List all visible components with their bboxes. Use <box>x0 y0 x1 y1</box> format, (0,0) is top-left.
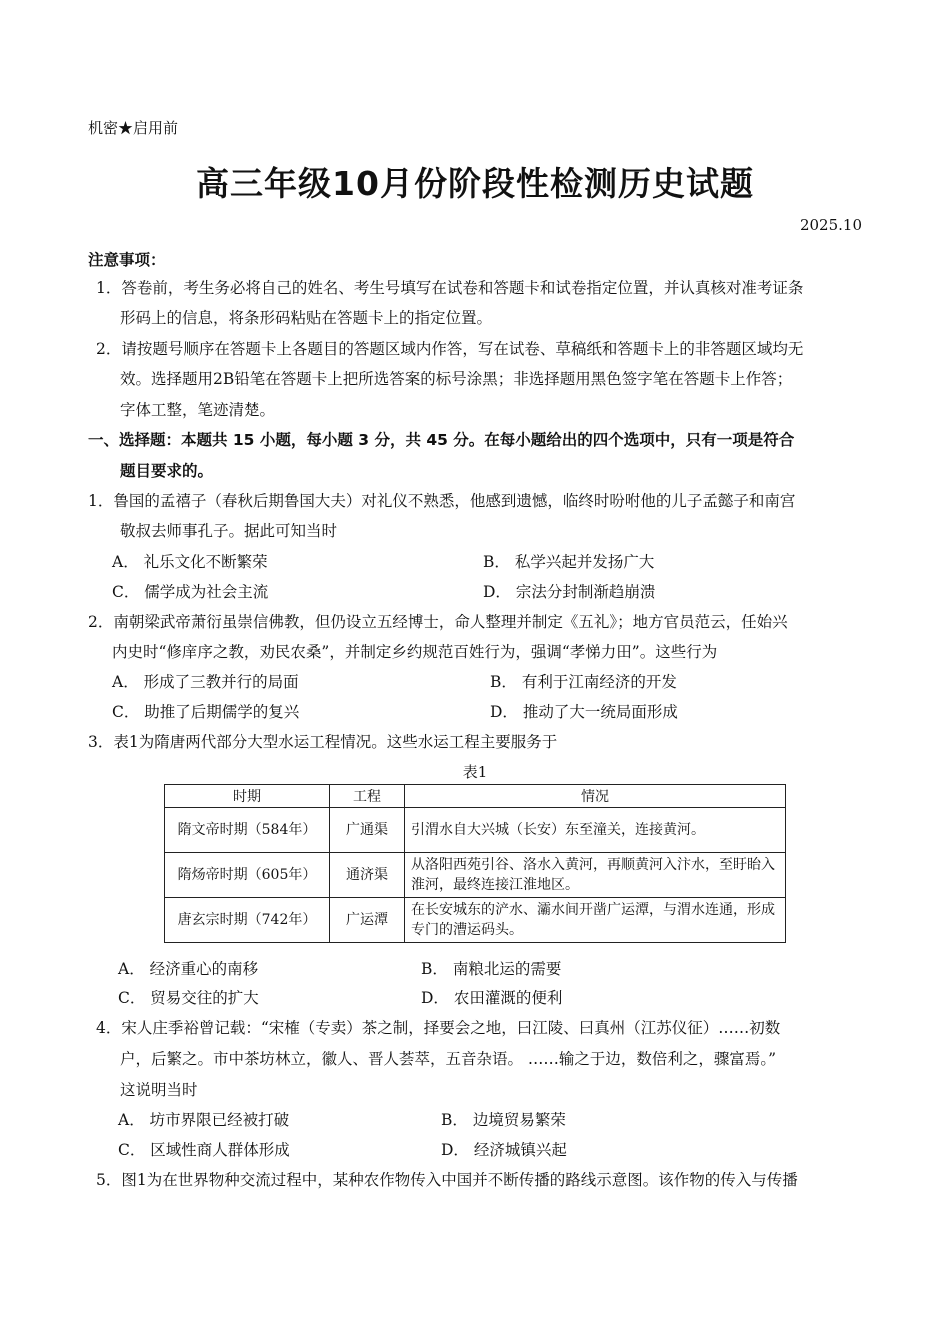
table-row <box>165 853 786 898</box>
q4-stem-line-2: 户，后繁之。市中茶坊林立，徽人、晋人荟萃，五音杂语。 ……输之于边，数倍利之，骤富焉。” <box>120 1050 777 1068</box>
confidential-label: 机密★启用前 <box>88 119 179 137</box>
q3-option-c: C． 贸易交往的扩大 <box>118 989 259 1007</box>
table-header-project: 工程 <box>330 785 405 808</box>
q1-option-d: D． 宗法分封制渐趋崩溃 <box>483 583 656 601</box>
q3-option-d: D． 农田灌溉的便利 <box>421 989 563 1007</box>
table-cell-situation: 在长安城东的浐水、灞水间开凿广运潭，与渭水连通，形成专门的漕运码头。 <box>405 898 786 943</box>
table-header-situation: 情况 <box>405 785 786 808</box>
note-1-line-2: 形码上的信息，将条形码粘贴在答题卡上的指定位置。 <box>120 309 493 327</box>
q3-stem: 3．表1为隋唐两代部分大型水运工程情况。这些水运工程主要服务于 <box>88 733 558 751</box>
table-cell-period: 隋炀帝时期（605年） <box>165 853 330 898</box>
table-row <box>165 898 786 943</box>
notes-heading: 注意事项： <box>88 251 166 269</box>
q3-option-a: A． 经济重心的南移 <box>118 960 259 978</box>
note-2-line-3: 字体工整，笔迹清楚。 <box>120 401 276 419</box>
table-cell-period: 隋文帝时期（584年） <box>165 808 330 853</box>
q4-option-d: D． 经济城镇兴起 <box>441 1141 567 1159</box>
table-1 <box>164 784 786 943</box>
q2-stem-line-2: 内史时“修庠序之教，劝民农桑”，并制定乡约规范百姓行为，强调“孝悌力田”。这些行为 <box>112 643 718 661</box>
table-cell-project: 广运潭 <box>330 898 405 943</box>
q4-option-b: B． 边境贸易繁荣 <box>441 1111 566 1129</box>
q1-option-b: B． 私学兴起并发扬广大 <box>483 553 655 571</box>
table-row <box>165 808 786 853</box>
page-title: 高三年级10月份阶段性检测历史试题 <box>196 164 754 203</box>
q3-option-b: B． 南粮北运的需要 <box>421 960 562 978</box>
table-header-period: 时期 <box>165 785 330 808</box>
q2-option-c: C． 助推了后期儒学的复兴 <box>112 703 300 721</box>
note-2-line-2: 效。选择题用2B铅笔在答题卡上把所选答案的标号涂黑；非选择题用黑色签字笔在答题卡上作答； <box>120 370 793 388</box>
table-cell-situation: 引渭水自大兴城（长安）东至潼关，连接黄河。 <box>405 808 786 853</box>
q2-stem-line-1: 2．南朝梁武帝萧衍虽崇信佛教，但仍设立五经博士，命人整理并制定《五礼》；地方官员范云，任始兴 <box>88 613 788 631</box>
exam-date: 2025.10 <box>799 216 862 234</box>
q2-option-b: B． 有利于江南经济的开发 <box>490 673 677 691</box>
q4-stem-line-1: 4．宋人庄季裕曾记载：“宋榷（专卖）茶之制，择要会之地，曰江陵、曰真州（江苏仪征）……初数 <box>96 1019 781 1037</box>
q2-option-d: D． 推动了大一统局面形成 <box>490 703 678 721</box>
q4-stem-line-3: 这说明当时 <box>120 1081 198 1099</box>
section-1-line-1: 一、选择题：本题共 15 小题，每小题 3 分，共 45 分。在每小题给出的四个选项中，只有一项是符合 <box>88 431 795 449</box>
table-caption: 表1 <box>462 763 488 781</box>
table-cell-period: 唐玄宗时期（742年） <box>165 898 330 943</box>
q1-option-c: C． 儒学成为社会主流 <box>112 583 269 601</box>
q4-option-a: A． 坊市界限已经被打破 <box>118 1111 290 1129</box>
note-1-line-1: 1．答卷前，考生务必将自己的姓名、考生号填写在试卷和答题卡和试卷指定位置，并认真核对准考证条 <box>96 279 804 297</box>
section-1-line-2: 题目要求的。 <box>120 462 214 480</box>
table-cell-project: 通济渠 <box>330 853 405 898</box>
q4-option-c: C． 区域性商人群体形成 <box>118 1141 290 1159</box>
q1-stem-line-2: 敬叔去师事孔子。据此可知当时 <box>120 522 338 540</box>
note-2-line-1: 2．请按题号顺序在答题卡上各题目的答题区域内作答，写在试卷、草稿纸和答题卡上的非答题区域均无 <box>96 340 804 358</box>
table-header-row <box>165 785 786 808</box>
q1-option-a: A． 礼乐文化不断繁荣 <box>112 553 268 571</box>
table-cell-project: 广通渠 <box>330 808 405 853</box>
q5-stem-line-1: 5．图1为在世界物种交流过程中，某种农作物传入中国并不断传播的路线示意图。该作物的传入与传播 <box>96 1171 798 1189</box>
table-cell-situation: 从洛阳西苑引谷、洛水入黄河，再顺黄河入汴水，至盱眙入淮河，最终连接江淮地区。 <box>405 853 786 898</box>
q1-stem-line-1: 1．鲁国的孟禧子（春秋后期鲁国大夫）对礼仪不熟悉，他感到遗憾，临终时吩咐他的儿子孟懿子和南宫 <box>88 492 796 510</box>
q2-option-a: A． 形成了三教并行的局面 <box>112 673 299 691</box>
